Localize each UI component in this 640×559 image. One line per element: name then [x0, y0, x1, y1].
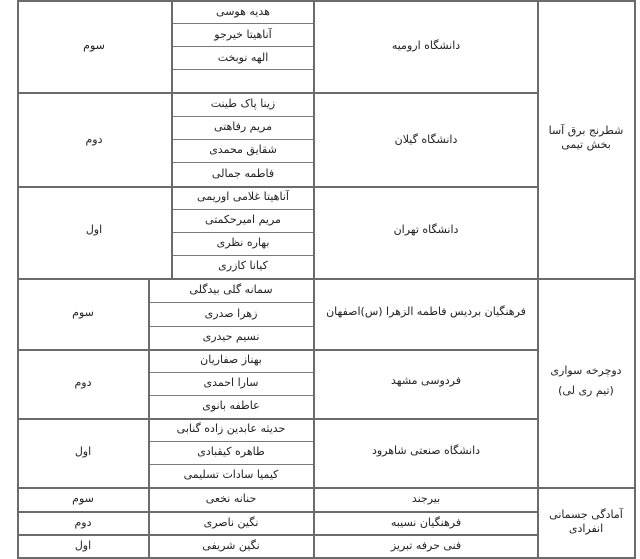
- rank-cell: اول: [74, 539, 92, 552]
- university-cell: فرهنگیان نسیبه: [390, 516, 462, 529]
- member-name: کیمیا سادات تسلیمی: [183, 468, 279, 481]
- sport-subtitle: (تیم ری لی): [558, 384, 614, 397]
- rank-cell: دوم: [74, 376, 92, 389]
- member-divider: [172, 255, 314, 256]
- rank-cell: اول: [85, 223, 103, 236]
- member-name: مریم رفاهتی: [213, 120, 273, 133]
- col-divider-rank-names: [171, 0, 173, 279]
- row-divider: [17, 534, 538, 536]
- member-name: زینا پاک طینت: [210, 97, 276, 110]
- member-name: نسیم حیدری: [202, 330, 260, 343]
- university-cell: بیرجند: [411, 492, 441, 505]
- member-divider: [172, 162, 314, 163]
- member-divider: [172, 232, 314, 233]
- member-divider: [172, 139, 314, 140]
- table-border-top: [17, 0, 636, 2]
- member-name: مریم امیرحکمتی: [205, 213, 281, 226]
- member-divider: [149, 302, 314, 303]
- member-name: فاطمه جمالی: [211, 167, 275, 180]
- table-border-right: [634, 0, 636, 559]
- rank-cell: دوم: [85, 133, 103, 146]
- member-name: طاهره کیقبادی: [197, 445, 265, 458]
- member-name: سمانه گلی بیدگلی: [189, 283, 273, 296]
- member-divider: [172, 46, 314, 47]
- table-border-left: [17, 0, 19, 559]
- section-divider: [17, 278, 636, 280]
- member-name: آناهیتا خیرجو: [214, 28, 272, 41]
- university-cell: فنی حرفه تبریز: [390, 539, 462, 552]
- row-divider: [17, 511, 538, 513]
- member-name: سارا احمدی: [203, 376, 259, 389]
- section-divider: [17, 487, 636, 489]
- member-divider: [172, 116, 314, 117]
- university-cell: فرهنگیان بردیس فاطمه الزهرا (س)اصفهان: [326, 305, 526, 318]
- member-name: آناهیتا غلامی اوریمی: [197, 190, 289, 203]
- sport-cell: آمادگی جسمانی انفرادی: [549, 508, 623, 535]
- member-name: شقایق محمدی: [209, 143, 277, 156]
- sport-cell: دوچرخه سواری: [550, 364, 622, 377]
- university-cell: دانشگاه صنعتی شاهرود: [371, 444, 481, 457]
- col-divider-rank-names: [148, 279, 150, 559]
- member-name: هدیه هوسی: [216, 5, 270, 18]
- university-cell: دانشگاه تهران: [393, 223, 459, 236]
- member-divider: [149, 372, 314, 373]
- university-cell: دانشگاه گیلان: [394, 133, 458, 146]
- row-divider: [17, 349, 538, 351]
- university-cell: فردوسی مشهد: [391, 374, 461, 387]
- rank-cell: اول: [74, 445, 92, 458]
- member-name: بهاره نظری: [216, 236, 270, 249]
- sport-cell: شطرنج برق آسا بخش تیمی: [548, 124, 624, 151]
- member-name: عاطفه بانوی: [202, 399, 260, 412]
- row-divider: [17, 92, 538, 94]
- member-name: نگین شریفی: [202, 539, 260, 552]
- member-name: زهرا صدری: [204, 307, 258, 320]
- col-divider-names-university: [313, 0, 315, 559]
- rank-cell: دوم: [74, 516, 92, 529]
- university-cell: دانشگاه ارومیه: [391, 39, 461, 52]
- row-divider: [17, 186, 538, 188]
- member-divider: [172, 69, 314, 70]
- member-name: نگین ناصری: [203, 516, 259, 529]
- rank-cell: سوم: [72, 492, 94, 505]
- member-divider: [172, 209, 314, 210]
- member-divider: [149, 441, 314, 442]
- member-divider: [172, 23, 314, 24]
- row-divider: [17, 418, 538, 420]
- member-name: بهناز صفاریان: [200, 353, 262, 366]
- col-divider-university-sport: [537, 0, 539, 559]
- member-name: حنانه نخعی: [205, 492, 257, 505]
- member-name: الهه نوبخت: [217, 51, 269, 64]
- member-divider: [149, 464, 314, 465]
- member-divider: [149, 326, 314, 327]
- member-name: کیانا کازری: [218, 259, 268, 272]
- rank-cell: سوم: [83, 39, 105, 52]
- member-divider: [149, 395, 314, 396]
- rank-cell: سوم: [72, 306, 94, 319]
- member-name: حدیثه عابدین زاده گنابی: [176, 422, 286, 435]
